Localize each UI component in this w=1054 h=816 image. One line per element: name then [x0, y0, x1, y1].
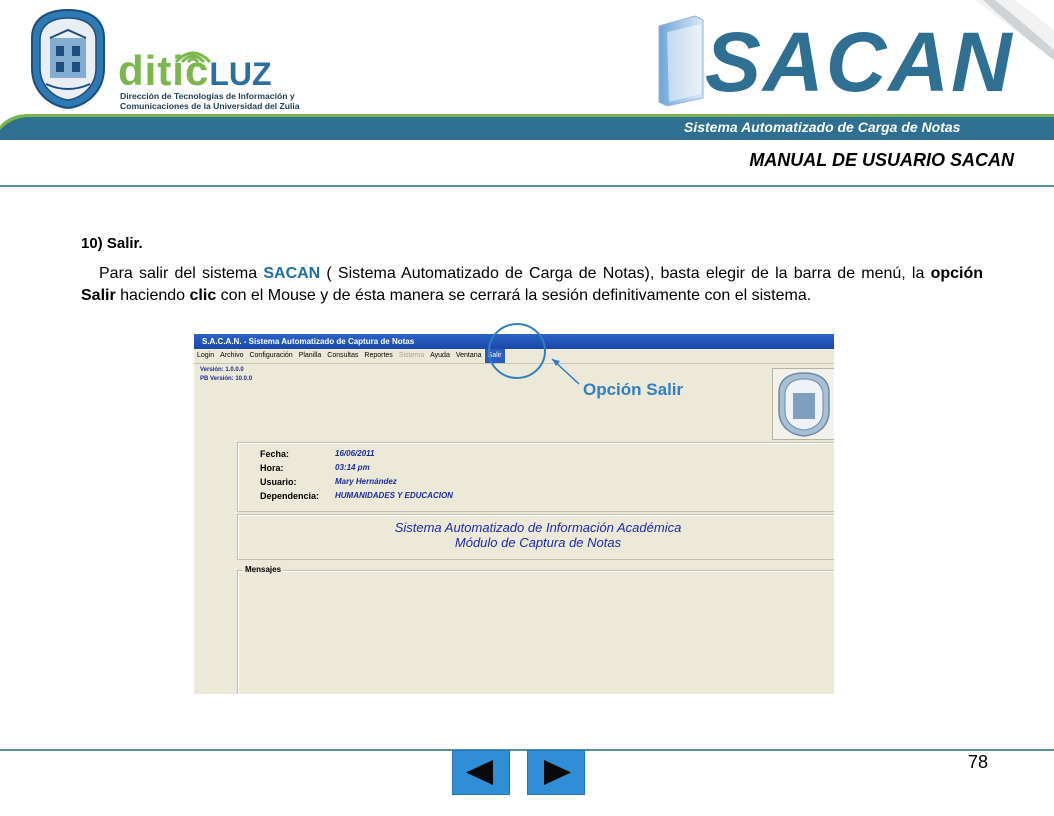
page-curl-decoration	[975, 0, 1054, 60]
paragraph-text-1: Para salir del sistema	[99, 265, 264, 282]
page-number: 78	[968, 752, 989, 772]
pb-version-label: PB Versión: 10.0.0	[200, 376, 253, 382]
ditic-luz-wordmark	[118, 47, 272, 94]
header-band-text: Sistema Automatizado de Carga de Notas	[684, 119, 961, 135]
previous-page-button[interactable]	[452, 750, 510, 795]
menu-item-planilla[interactable]: Planilla	[298, 352, 322, 359]
menu-item-archivo[interactable]: Archivo	[220, 352, 244, 359]
messages-label: Mensajes	[245, 565, 282, 574]
version-label: Versión: 1.0.0.0	[200, 367, 244, 373]
menu-item-sistema: Sistema	[398, 352, 425, 359]
usuario-label: Usuario:	[260, 477, 297, 487]
keyword-sacan: SACAN	[263, 265, 321, 282]
annotation-label: Opción Salir	[583, 380, 684, 399]
menu-item-ayuda[interactable]: Ayuda	[430, 352, 450, 359]
next-page-button[interactable]	[527, 750, 585, 795]
section-title: 10) Salir.	[81, 235, 143, 252]
dependencia-value: HUMANIDADES Y EDUCACION	[335, 491, 453, 500]
ditic-subtitle-line1: Dirección de Tecnologías de Información y	[120, 91, 295, 101]
messages-groupbox	[237, 570, 834, 694]
ditic-word: ditic	[118, 47, 210, 94]
triangle-left-icon	[453, 751, 509, 794]
keyword-clic: clic	[189, 287, 217, 304]
app-window-titlebar: S.A.C.A.N. - Sistema Automatizado de Captura de Notas	[194, 334, 834, 349]
header-divider	[0, 185, 1054, 187]
ditic-subtitle-line2: Comunicaciones de la Universidad del Zulia	[120, 101, 300, 111]
session-info-panel	[237, 442, 834, 512]
university-crest-logo	[28, 8, 108, 110]
fecha-value: 16/06/2011	[335, 449, 375, 458]
hora-value: 03:14 pm	[335, 463, 370, 472]
instruction-paragraph	[81, 263, 983, 307]
menu-item-configuracion[interactable]: Configuración	[249, 352, 293, 359]
highlight-circle	[489, 324, 545, 378]
paragraph-text-4: con el Mouse y de ésta manera se cerrará la sesión definitivamente con el sistema.	[216, 287, 812, 304]
menu-item-ventana[interactable]: Ventana	[455, 352, 482, 359]
hora-label: Hora:	[260, 463, 284, 473]
sacan-wordmark: SACAN	[705, 15, 1014, 109]
dependencia-label: Dependencia:	[260, 491, 320, 501]
paragraph-text-2: ( Sistema Automatizado de Carga de Notas), basta elegir de la barra de menú, la	[320, 265, 931, 282]
menu-item-salir[interactable]: Salir	[485, 349, 505, 363]
usuario-value: Mary Hernández	[335, 477, 397, 486]
page-header	[0, 0, 1054, 140]
manual-title: MANUAL DE USUARIO SACAN	[749, 150, 1014, 170]
keyword-opcion-salir: opción Salir	[81, 265, 983, 304]
triangle-right-icon	[528, 751, 584, 794]
app-crest-logo	[772, 368, 834, 440]
banner-line-1: Sistema Automatizado de Información Académica	[394, 520, 682, 535]
menu-item-consultas[interactable]: Consultas	[327, 352, 359, 359]
fecha-label: Fecha:	[260, 449, 290, 459]
crest-icon	[773, 369, 834, 439]
menu-item-reportes[interactable]: Reportes	[364, 352, 393, 359]
paragraph-text-3: haciendo	[115, 287, 190, 304]
menu-item-login[interactable]: Login	[197, 352, 215, 359]
luz-word: LUZ	[209, 56, 272, 92]
banner-line-2: Módulo de Captura de Notas	[454, 535, 622, 550]
system-banner	[237, 514, 834, 560]
